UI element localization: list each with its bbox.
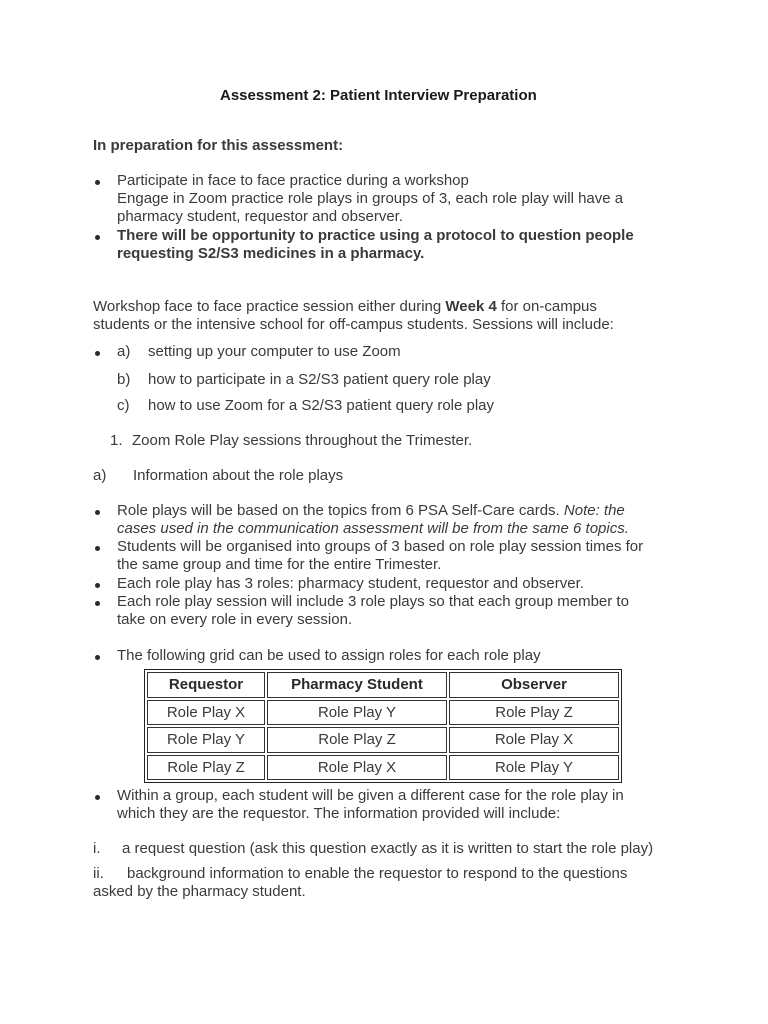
session-item-c-marker: c)	[117, 397, 130, 414]
week-emphasis: Week 4	[445, 298, 497, 315]
role-bullet-2-line2: the same group and time for the entire Trimester.	[117, 556, 442, 573]
prep-bullet-3-line2: requesting S2/S3 medicines in a pharmacy.	[117, 245, 425, 262]
roles-grid	[144, 669, 622, 783]
item-i-marker: i.	[93, 840, 101, 857]
role-bullet-1-line2	[117, 520, 629, 538]
info-marker: a)	[93, 467, 107, 484]
bullet-icon	[95, 655, 100, 660]
session-item-b: how to participate in a S2/S3 patient query role play	[148, 371, 491, 388]
zoom-item-marker: 1.	[110, 432, 123, 449]
bullet-icon	[95, 795, 100, 800]
grid-cell: Role Play Y	[449, 755, 619, 781]
prep-heading: In preparation for this assessment:	[93, 137, 344, 154]
role-bullet-3: Each role play has 3 roles: pharmacy student, requestor and observer.	[117, 575, 584, 592]
bullet-icon	[95, 546, 100, 551]
grid-header-pharmacy-student: Pharmacy Student	[267, 672, 447, 698]
grid-cell: Role Play X	[449, 727, 619, 753]
within-line-2: which they are the requestor. The information provided will include:	[117, 805, 561, 822]
within-line-1: Within a group, each student will be given a different case for the role play in	[117, 787, 624, 804]
prep-bullet-2-line1: Engage in Zoom practice role plays in groups of 3, each role play will have a	[117, 190, 624, 207]
item-ii-marker: ii.	[93, 865, 104, 882]
bullet-icon	[95, 601, 100, 606]
role-bullet-1-line1	[117, 502, 625, 520]
grid-cell: Role Play X	[147, 700, 265, 726]
zoom-item-text: Zoom Role Play sessions throughout the Trimester.	[132, 432, 473, 449]
grid-cell: Role Play Z	[147, 755, 265, 781]
role-bullet-4-line1: Each role play session will include 3 role plays so that each group member to	[117, 593, 629, 610]
workshop-line-1-start: Workshop face to face practice session either during	[93, 298, 446, 315]
item-ii-line1: background information to enable the requestor to respond to the questions	[127, 865, 628, 882]
grid-header-requestor: Requestor	[147, 672, 265, 698]
role-bullet-1-note: Note: the	[563, 502, 625, 519]
role-bullet-1-text: Role plays will be based on the topics from 6 PSA Self-Care cards.	[117, 502, 564, 519]
bullet-icon	[95, 180, 100, 185]
session-item-b-marker: b)	[117, 371, 131, 388]
workshop-line-1-end: for on-campus	[496, 298, 597, 315]
role-bullet-4-line2: take on every role in every session.	[117, 611, 353, 628]
bullet-icon	[95, 235, 100, 240]
table-row	[147, 727, 619, 753]
bullet-icon	[95, 583, 100, 588]
grid-header-row	[147, 672, 619, 698]
table-row	[147, 700, 619, 726]
grid-cell: Role Play Z	[449, 700, 619, 726]
page-title: Assessment 2: Patient Interview Preparation	[220, 87, 537, 104]
session-item-a: setting up your computer to use Zoom	[148, 343, 401, 360]
info-heading: Information about the role plays	[133, 467, 344, 484]
workshop-line-1	[93, 298, 597, 316]
bullet-icon	[95, 351, 100, 356]
grid-cell: Role Play Z	[267, 727, 447, 753]
grid-cell: Role Play Y	[147, 727, 265, 753]
grid-intro: The following grid can be used to assign roles for each role play	[117, 647, 541, 664]
session-item-c: how to use Zoom for a S2/S3 patient query role play	[148, 397, 495, 414]
prep-bullet-2-line2: pharmacy student, requestor and observer.	[117, 208, 403, 225]
item-ii-line2: asked by the pharmacy student.	[93, 883, 306, 900]
table-row	[147, 755, 619, 781]
role-bullet-2-line1: Students will be organised into groups of 3 based on role play session times for	[117, 538, 644, 555]
prep-bullet-3-line1: There will be opportunity to practice using a protocol to question people	[117, 227, 634, 244]
item-i-text: a request question (ask this question exactly as it is written to start the role play)	[122, 840, 654, 857]
prep-bullet-1: Participate in face to face practice during a workshop	[117, 172, 469, 189]
session-item-a-marker: a)	[117, 343, 131, 360]
bullet-icon	[95, 510, 100, 515]
workshop-line-2: students or the intensive school for off-campus students. Sessions will include:	[93, 316, 614, 333]
role-bullet-1-note-cont: cases used in the communication assessment will be from the same 6 topics.	[117, 520, 629, 537]
grid-cell: Role Play Y	[267, 700, 447, 726]
grid-cell: Role Play X	[267, 755, 447, 781]
grid-header-observer: Observer	[449, 672, 619, 698]
